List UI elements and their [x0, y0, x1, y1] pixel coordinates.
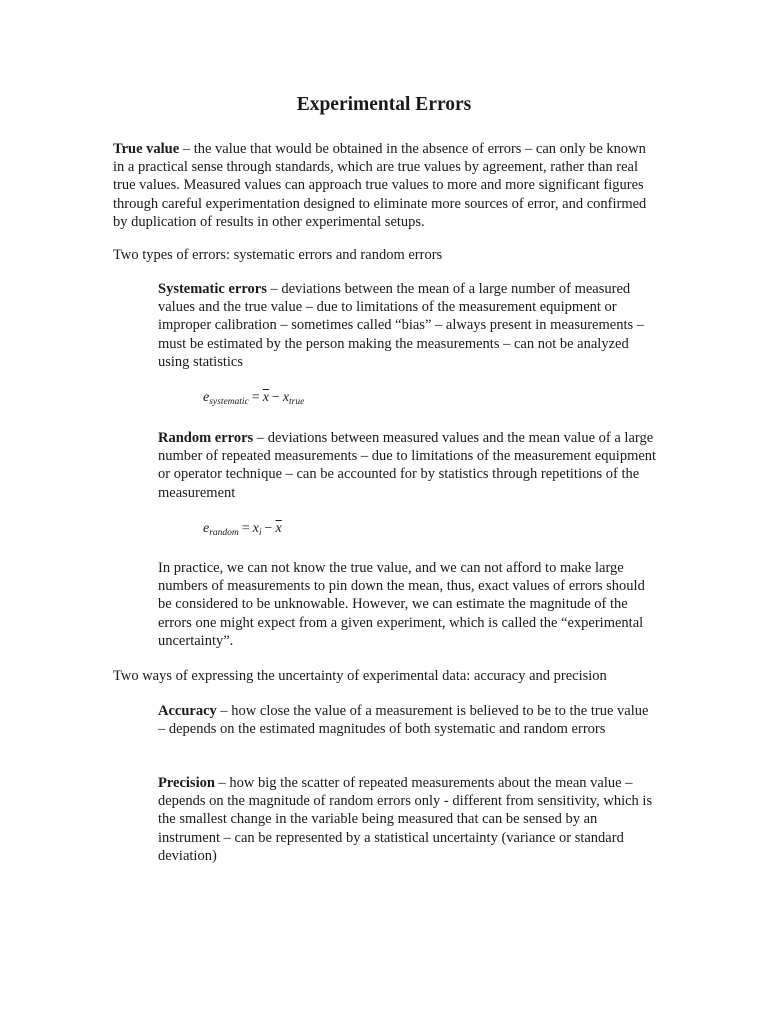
random-error-equation	[203, 521, 282, 538]
eq-systematic-true-sub: true	[289, 397, 305, 407]
eq-random-lhs-sub: random	[209, 528, 239, 538]
random-errors-text: – deviations between measured values and the mean value of a large number of repeated measurements – due to limitations of the measurement equipment or operator technique – can be accounted for by statistics through repetitions of the measurement	[158, 430, 657, 501]
error-types-intro: Two types of errors: systematic errors and random errors	[113, 247, 443, 263]
eq-systematic-true: x	[282, 390, 290, 405]
systematic-errors-term: Systematic errors	[158, 281, 267, 297]
eq-random-lhs: e	[203, 521, 210, 536]
eq-systematic-mean: $\overline{x}$	[262, 390, 269, 405]
eq-random-mean: $\overline{x}$	[275, 521, 282, 536]
accuracy-term: Accuracy	[158, 703, 217, 719]
accuracy-paragraph	[158, 702, 658, 738]
true-value-text: – the value that would be obtained in the absence of errors – can only be known in a practical sense through standards, which are true values by agreement, rather than real true values. Measured values can approach true values to more and more significant figures through careful experimentation designed to eliminate more sources of error, and confirmed by duplication of results in other experimental setups.	[113, 141, 647, 230]
systematic-errors-paragraph	[158, 280, 658, 371]
eq-random-xi-sub: i	[258, 528, 262, 538]
eq-systematic-lhs: e	[203, 390, 210, 405]
precision-text: – how big the scatter of repeated measurements about the mean value – depends on the magnitude of random errors only - different from sensitivity, which is the smallest change in the variable being measured that can be sensed by an instrument – can be represented by a statistical uncertainty (variance or standard deviation)	[158, 775, 653, 864]
eq-systematic-minus: −	[271, 390, 280, 405]
systematic-error-equation	[203, 390, 304, 407]
true-value-paragraph	[113, 140, 658, 231]
precision-paragraph	[158, 774, 658, 865]
systematic-errors-text: – deviations between the mean of a large number of measured values and the true value – due to limitations of the measurement equipment or improper calibration – sometimes called “bias” – always present in measurements – must be estimated by the person making the measurements – can not be analyzed using statistics	[158, 281, 644, 370]
eq-random-minus: −	[264, 521, 273, 536]
random-errors-paragraph	[158, 429, 658, 502]
random-errors-term: Random errors	[158, 430, 254, 446]
eq-systematic-lhs-sub: systematic	[209, 397, 249, 407]
precision-term: Precision	[158, 775, 215, 791]
page-title: Experimental Errors	[296, 94, 472, 115]
eq-random-equals: =	[241, 521, 250, 536]
practice-paragraph: In practice, we can not know the true value, and we can not afford to make large numbers of measurements to pin down the mean, thus, exact values of errors should be considered to be unknowable. However, we can estimate the magnitude of the errors one might expect from a given experiment, which is called the “experimental uncertainty”.	[158, 560, 645, 649]
true-value-term: True value	[113, 141, 180, 157]
eq-random-xi: x	[252, 521, 259, 536]
eq-systematic-equals: =	[251, 390, 260, 405]
accuracy-text: – how close the value of a measurement is believed to be to the true value – depends on the estimated magnitudes of both systematic and random errors	[158, 703, 649, 738]
uncertainty-intro: Two ways of expressing the uncertainty of experimental data: accuracy and precision	[113, 668, 607, 684]
